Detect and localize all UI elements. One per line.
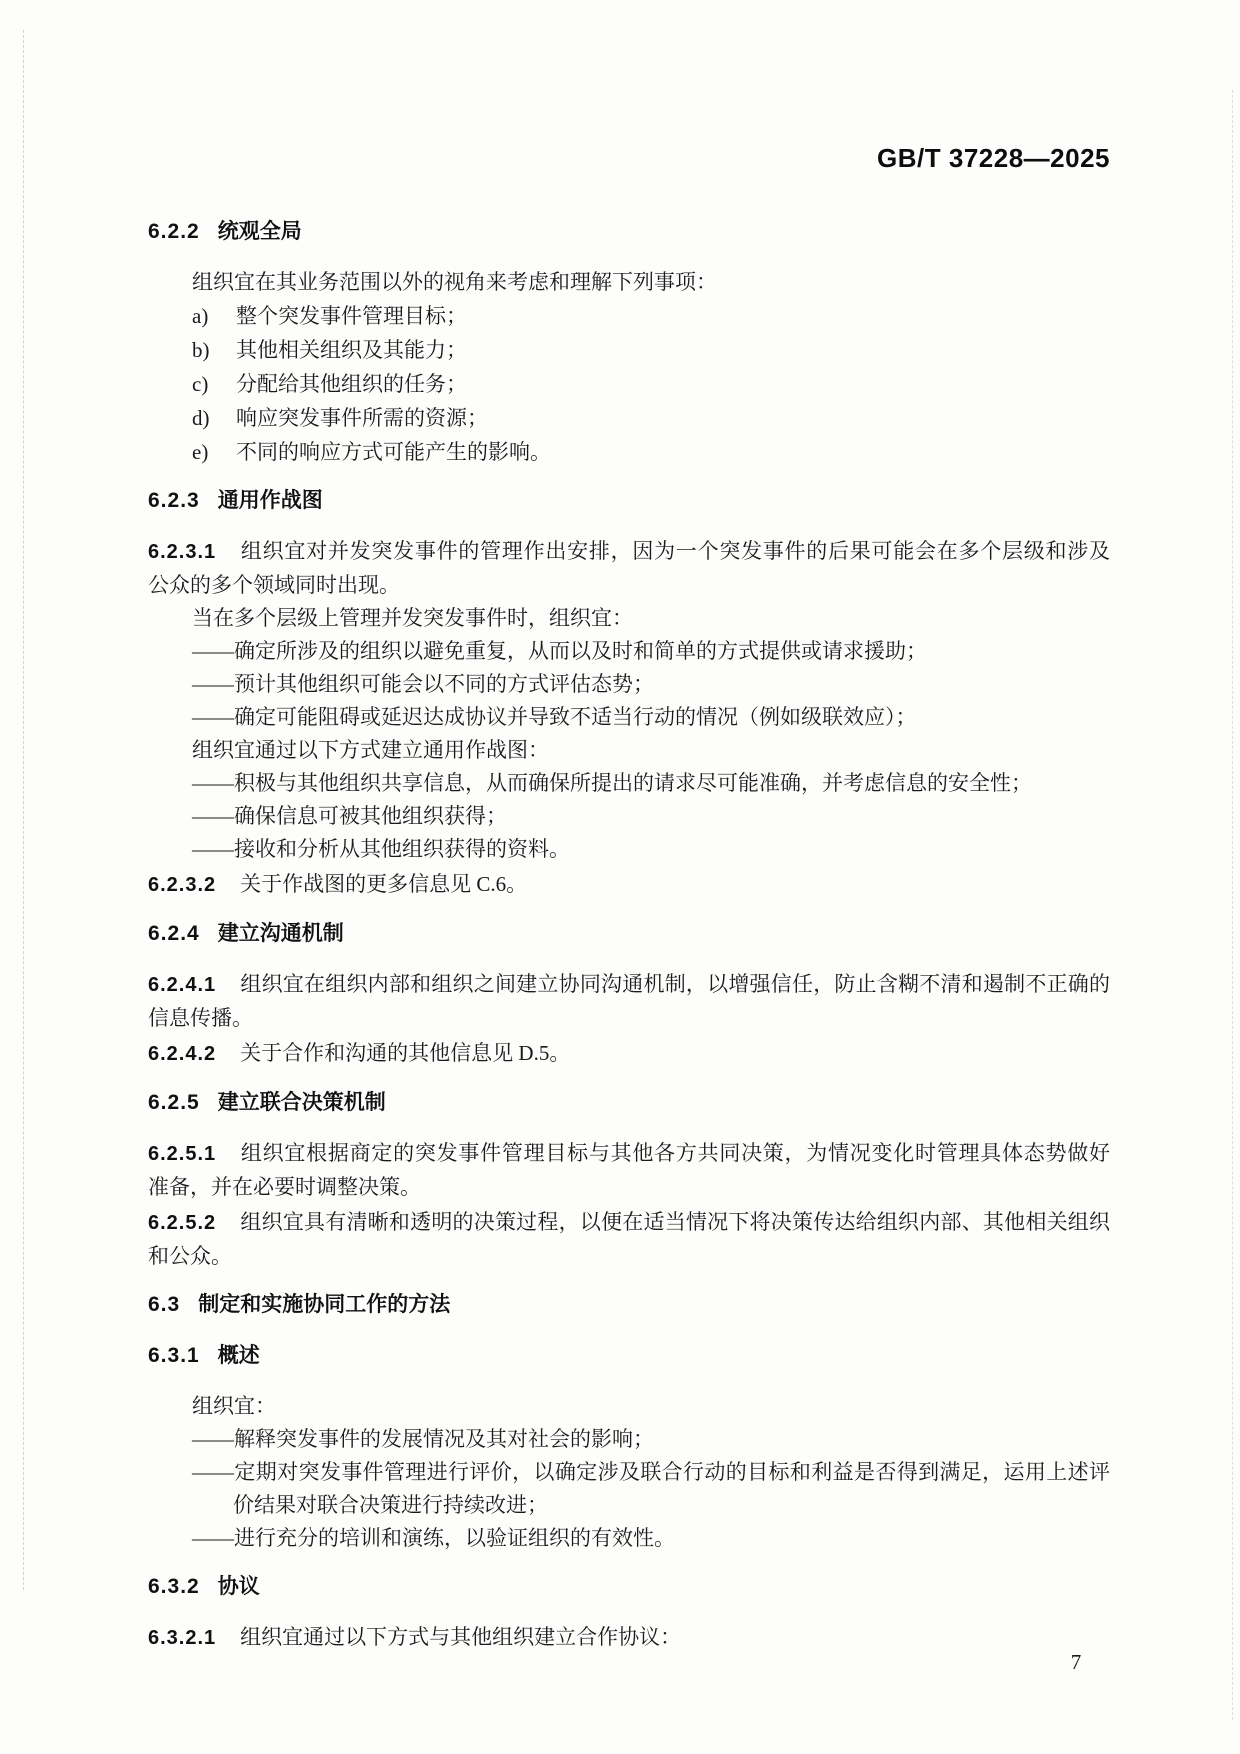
continuation-line: 准备，并在必要时调整决策。 bbox=[148, 1175, 421, 1199]
list-item-text: 响应突发事件所需的资源； bbox=[236, 406, 488, 430]
clause-title: 统观全局 bbox=[217, 220, 302, 243]
numbered-paragraph bbox=[148, 1037, 1110, 1071]
clause-heading bbox=[148, 215, 1110, 248]
clause-number: 6.2.4.1 bbox=[148, 974, 217, 996]
clause-title: 协议 bbox=[217, 1575, 260, 1598]
clause-number: 6.2.3 bbox=[148, 489, 200, 512]
numbered-paragraph bbox=[148, 868, 1110, 902]
clause-heading bbox=[148, 1086, 1110, 1119]
dash-item: ——定期对突发事件管理进行评价，以确定涉及联合行动的目标和利益是否得到满足，运用上述评 bbox=[192, 1460, 1110, 1484]
dash-item: ——确定可能阻碍或延迟达成协议并导致不适当行动的情况（例如级联效应）； bbox=[192, 705, 917, 729]
list-item-text: 分配给其他组织的任务； bbox=[236, 372, 467, 396]
list-item-label: e) bbox=[192, 440, 209, 464]
paragraph: 当在多个层级上管理并发突发事件时，组织宜： bbox=[192, 606, 633, 630]
list-item-text: 整个突发事件管理目标； bbox=[236, 304, 467, 328]
numbered-paragraph bbox=[148, 1206, 1110, 1240]
continuation-line: 价结果对联合决策进行持续改进； bbox=[233, 1493, 548, 1517]
paragraph: 组织宜： bbox=[192, 1394, 276, 1418]
list-item bbox=[148, 368, 1110, 401]
list-item bbox=[148, 300, 1110, 333]
list-item bbox=[148, 402, 1110, 435]
clause-number: 6.2.4 bbox=[148, 922, 200, 945]
continuation-line: 信息传播。 bbox=[148, 1006, 253, 1030]
clause-title: 概述 bbox=[217, 1344, 260, 1367]
paragraph: 组织宜通过以下方式建立通用作战图： bbox=[192, 738, 549, 762]
paragraph-text: 组织宜根据商定的突发事件管理目标与其他各方共同决策，为情况变化时管理具体态势做好 bbox=[240, 1141, 1110, 1165]
dash-item: ——接收和分析从其他组织获得的资料。 bbox=[192, 837, 570, 861]
paragraph-text: 组织宜通过以下方式与其他组织建立合作协议： bbox=[240, 1625, 682, 1649]
scan-artifact-left bbox=[23, 30, 24, 1590]
clause-number: 6.3.2 bbox=[148, 1575, 200, 1598]
dash-item: ——进行充分的培训和演练，以验证组织的有效性。 bbox=[192, 1526, 675, 1550]
clause-heading bbox=[148, 1288, 1110, 1321]
dash-item: ——预计其他组织可能会以不同的方式评估态势； bbox=[192, 672, 654, 696]
list-item bbox=[148, 436, 1110, 469]
numbered-paragraph bbox=[148, 1621, 1110, 1655]
numbered-paragraph bbox=[148, 968, 1110, 1002]
paragraph-text: 关于作战图的更多信息见 C.6。 bbox=[240, 872, 528, 896]
dash-item: ——确定所涉及的组织以避免重复，从而以及时和简单的方式提供或请求援助； bbox=[192, 639, 927, 663]
clause-number: 6.3.1 bbox=[148, 1344, 200, 1367]
clause-number: 6.2.3.2 bbox=[148, 874, 217, 896]
list-item-text: 其他相关组织及其能力； bbox=[236, 338, 467, 362]
clause-heading bbox=[148, 484, 1110, 517]
doc-body bbox=[148, 215, 1110, 1655]
clause-heading bbox=[148, 917, 1110, 950]
list-item-text: 不同的响应方式可能产生的影响。 bbox=[236, 440, 551, 464]
clause-number: 6.2.5 bbox=[148, 1091, 200, 1114]
dash-item: ——积极与其他组织共享信息，从而确保所提出的请求尽可能准确，并考虑信息的安全性； bbox=[192, 771, 1032, 795]
clause-heading bbox=[148, 1339, 1110, 1372]
paragraph: 组织宜在其业务范围以外的视角来考虑和理解下列事项： bbox=[192, 270, 717, 294]
clause-title: 制定和实施协同工作的方法 bbox=[198, 1293, 451, 1316]
numbered-paragraph bbox=[148, 535, 1110, 569]
paragraph-text: 关于合作和沟通的其他信息见 D.5。 bbox=[240, 1041, 571, 1065]
clause-title: 建立沟通机制 bbox=[217, 922, 344, 945]
paragraph-text: 组织宜具有清晰和透明的决策过程，以便在适当情况下将决策传达给组织内部、其他相关组织 bbox=[240, 1210, 1110, 1234]
dash-item: ——解释突发事件的发展情况及其对社会的影响； bbox=[192, 1427, 654, 1451]
paragraph-text: 组织宜在组织内部和组织之间建立协同沟通机制，以增强信任，防止含糊不清和遏制不正确的 bbox=[240, 972, 1110, 996]
clause-number: 6.2.5.1 bbox=[148, 1143, 217, 1165]
dash-item: ——确保信息可被其他组织获得； bbox=[192, 804, 507, 828]
clause-number: 6.2.5.2 bbox=[148, 1212, 217, 1234]
list-item-label: a) bbox=[192, 304, 209, 328]
list-item bbox=[148, 334, 1110, 367]
list-item-label: b) bbox=[192, 338, 210, 362]
clause-heading bbox=[148, 1570, 1110, 1603]
clause-number: 6.2.3.1 bbox=[148, 541, 217, 563]
list-item-label: c) bbox=[192, 372, 209, 396]
clause-number: 6.3.2.1 bbox=[148, 1627, 217, 1649]
clause-title: 通用作战图 bbox=[217, 489, 323, 512]
continuation-line: 和公众。 bbox=[148, 1244, 232, 1268]
continuation-line: 公众的多个领域同时出现。 bbox=[148, 573, 400, 597]
clause-number: 6.2.4.2 bbox=[148, 1043, 217, 1065]
clause-title: 建立联合决策机制 bbox=[217, 1091, 386, 1114]
list-item-label: d) bbox=[192, 406, 210, 430]
numbered-paragraph bbox=[148, 1137, 1110, 1171]
scan-artifact-right bbox=[1232, 90, 1233, 1720]
paragraph-text: 组织宜对并发突发事件的管理作出安排，因为一个突发事件的后果可能会在多个层级和涉及 bbox=[240, 539, 1110, 563]
page-number: 7 bbox=[1070, 1650, 1082, 1674]
standard-code-header: GB/T 37228—2025 bbox=[877, 143, 1110, 173]
clause-number: 6.2.2 bbox=[148, 220, 200, 243]
clause-number: 6.3 bbox=[148, 1293, 181, 1316]
